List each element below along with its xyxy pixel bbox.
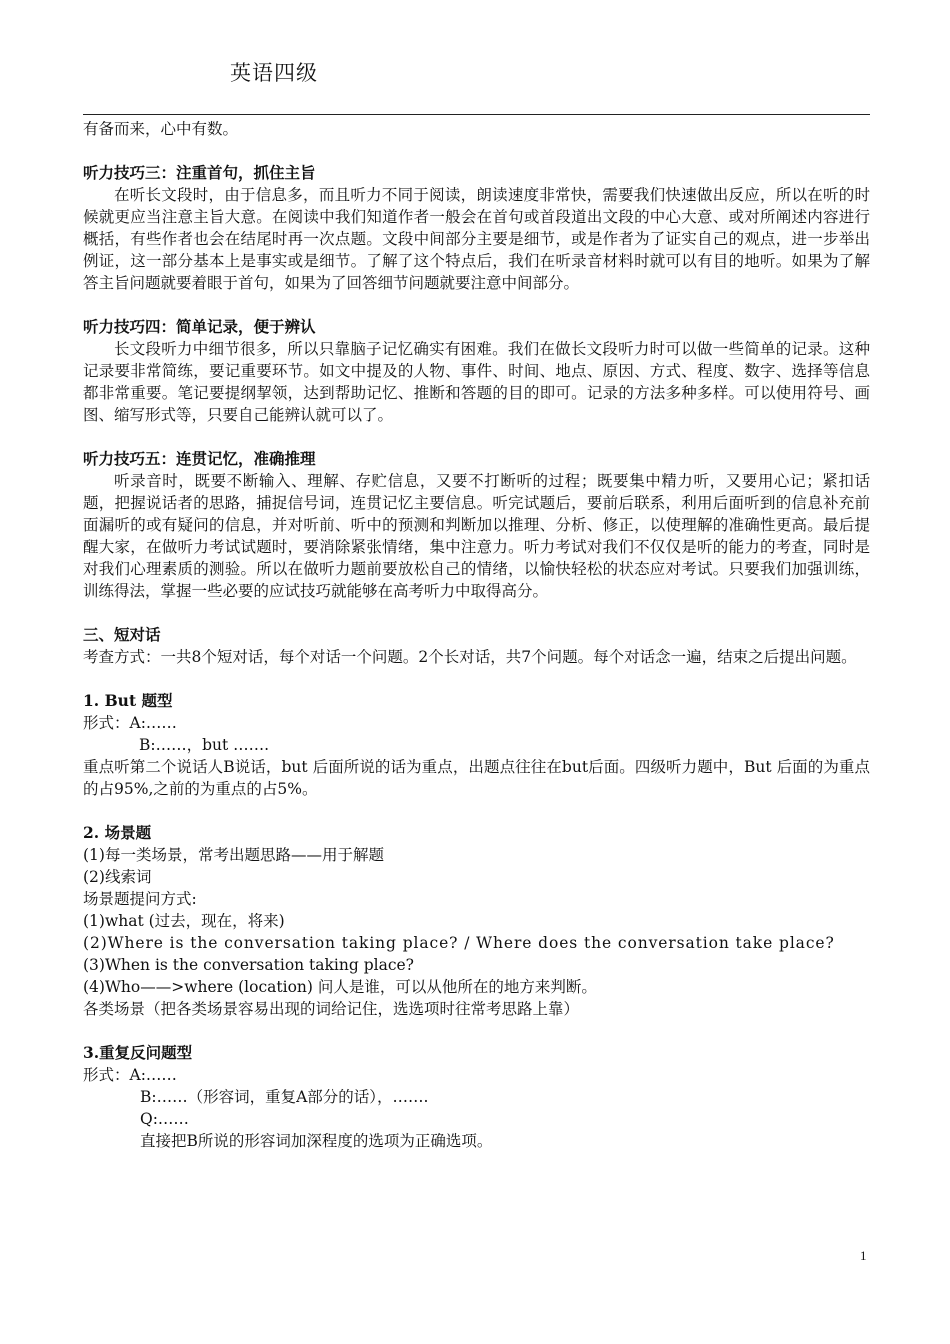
scene-line-2: (2)线索词 xyxy=(83,868,152,886)
scene-type-heading: 2. 场景题 xyxy=(83,823,152,842)
scene-line-8: 各类场景（把各类场景容易出现的词给记住，选选项时往常考思路上靠） xyxy=(83,1000,580,1018)
repeat-form-b: B:……（形容词，重复A部分的话），……. xyxy=(140,1088,429,1106)
but-form-b: B:……，but ……. xyxy=(139,736,270,754)
section3-paragraph: 考查方式：一共8个短对话，每个对话一个问题。2个长对话，共7个问题。每个对话念一遍，结束之后提出问题。 xyxy=(83,648,857,666)
tip3-paragraph: 在听长文段时，由于信息多，而且听力不同于阅读，朗读速度非常快，需要我们快速做出反应，所以在听的时候就更应当注意主旨大意。在阅读中我们知道作者一般会在首句或首段道出文段的中心大意、或对所阐述内容进行概括，有些作者也会在结尾时再一次点题。文段中间部分主要是细节，或是作者为了证实自己的观点，进一步举出例证，这一部分基本上是事实或是细节。了解了这个特点后，我们在听录音材料时就可以有目的地听。如果为了解答主旨问题就要着眼于首句，如果为了回答细节问题就要注意中间部分。 xyxy=(83,186,870,292)
but-type-description: 重点听第二个说话人B说话，but 后面所说的话为重点，出题点往往在but后面。四级听力题中，But 后面的为重点的占95%,之前的为重点的占5%。 xyxy=(83,758,870,798)
scene-line-3: 场景题提问方式: xyxy=(83,890,197,908)
repeat-type-heading: 3.重复反问题型 xyxy=(83,1043,193,1062)
scene-line-7: (4)Who——>where (location) 问人是谁，可以从他所在的地方来判断。 xyxy=(83,978,597,996)
tip5-heading: 听力技巧五：连贯记忆，准确推理 xyxy=(83,449,316,468)
page-number: 1 xyxy=(860,1248,867,1263)
header-divider xyxy=(83,114,870,115)
page-header-title: 英语四级 xyxy=(230,61,318,85)
but-form-a: 形式：A:…… xyxy=(83,714,177,732)
but-type-heading: 1. But 题型 xyxy=(83,691,173,710)
scene-line-5: (2)Where is the conversation taking place? / Where does the conversation take place? xyxy=(83,934,835,952)
scene-line-1: (1)每一类场景，常考出题思路——用于解题 xyxy=(83,846,384,864)
intro-tail: 有备而来，心中有数。 xyxy=(83,120,239,138)
document-body xyxy=(83,118,870,1152)
tip4-paragraph: 长文段听力中细节很多，所以只靠脑子记忆确实有困难。我们在做长文段听力时可以做一些简单的记录。这种记录要非常简练，要记重要环节。如文中提及的人物、事件、时间、地点、原因、方式、程度、数字、选择等信息都非常重要。笔记要提纲挈领，达到帮助记忆、推断和答题的目的即可。记录的方法多种多样。可以使用符号、画图、缩写形式等，只要自己能辨认就可以了。 xyxy=(83,340,870,424)
scene-line-4: (1)what (过去，现在，将来) xyxy=(83,912,285,930)
scene-line-6: (3)When is the conversation taking place? xyxy=(83,956,414,974)
tip5-paragraph: 听录音时，既要不断输入、理解、存贮信息，又要不打断听的过程；既要集中精力听，又要用心记；紧扣话题，把握说话者的思路，捕捉信号词，连贯记忆主要信息。听完试题后，要前后联系，利用后面听到的信息补充前面漏听的或有疑问的信息，并对听前、听中的预测和判断加以推理、分析、修正，以使理解的准确性更高。最后提醒大家，在做听力考试试题时，要消除紧张情绪，集中注意力。听力考试对我们不仅仅是听的能力的考查，同时是对我们心理素质的测验。所以在做听力题前要放松自己的情绪，以愉快轻松的状态应对考试。只要我们加强训练，训练得法，掌握一些必要的应试技巧就能够在高考听力中取得高分。 xyxy=(83,472,870,600)
repeat-type-description: 直接把B所说的形容词加深程度的选项为正确选项。 xyxy=(140,1132,493,1150)
section3-heading: 三、短对话 xyxy=(83,625,161,644)
repeat-form-q: Q:…… xyxy=(140,1110,189,1128)
tip3-heading: 听力技巧三：注重首句，抓住主旨 xyxy=(83,163,316,182)
repeat-form-a: 形式：A:…… xyxy=(83,1066,177,1084)
tip4-heading: 听力技巧四：简单记录，便于辨认 xyxy=(83,317,316,336)
